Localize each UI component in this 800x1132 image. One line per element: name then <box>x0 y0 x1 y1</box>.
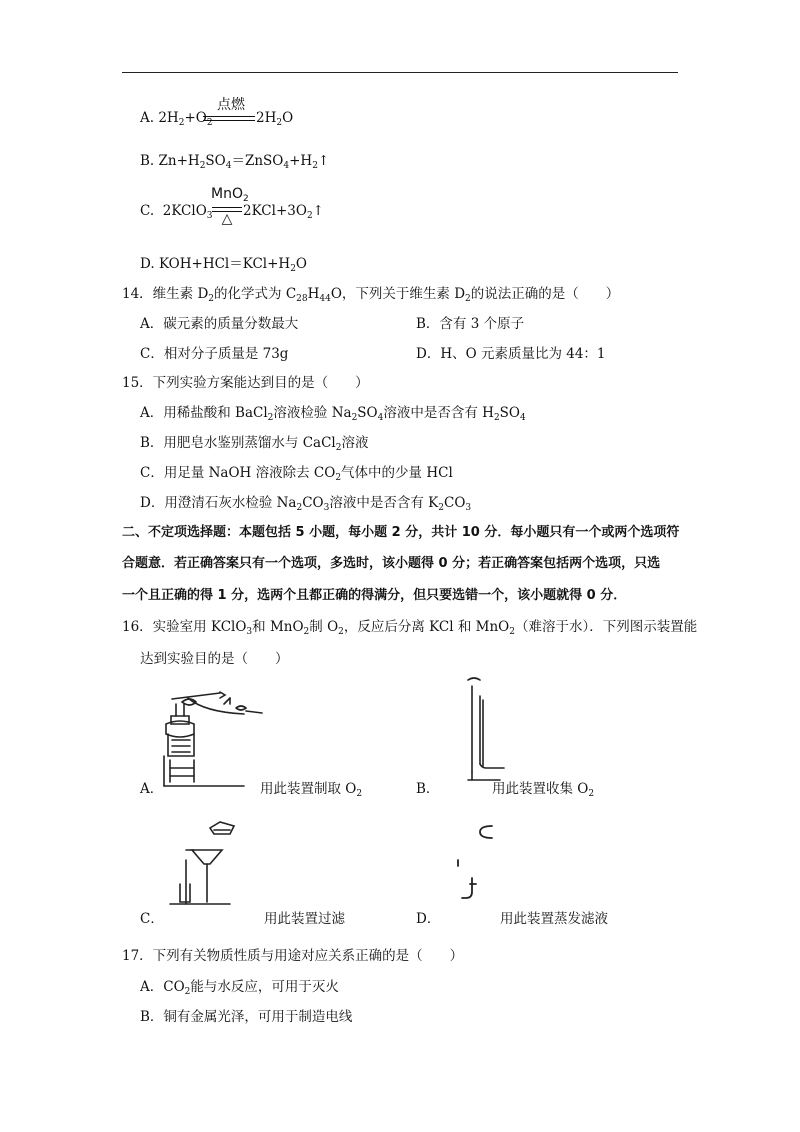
apparatus-c-image <box>160 820 250 908</box>
apparatus-d-image <box>448 818 508 908</box>
q14-option-b: B．含有 3 个原子 <box>416 316 525 332</box>
q17-option-b: B．铜有金属光泽，可用于制造电线 <box>140 1009 353 1025</box>
apparatus-a-image <box>158 690 270 790</box>
q16-stem-line1: 16．实验室用 KClO$_3$和 MnO$_2$制 $O_2$，反应后分离 KCl 和 MnO$_2$（难溶于水）．下列图示装置能 <box>122 619 698 637</box>
q14-option-d: D．H、O 元素质量比为 44：1 <box>416 346 606 362</box>
q13-option-b: B. $Zn+H_2SO_4=ZnSO_4+H_2↑$ <box>140 153 330 171</box>
q16-option-a-caption: 用此装置制取 $O_2$ <box>260 781 363 799</box>
q13-a-product: $2H_2O$ <box>256 110 294 128</box>
q16-option-b-label: B． <box>416 781 440 797</box>
q15-stem: 15．下列实验方案能达到目的是（ ） <box>122 375 369 391</box>
q16-option-d-caption: 用此装置蒸发滤液 <box>500 911 608 927</box>
q17-option-a: A．$CO_2$能与水反应，可用于灭火 <box>140 979 339 997</box>
q14-option-c: C．相对分子质量是 73g <box>140 346 289 362</box>
q14-option-a: A．碳元素的质量分数最大 <box>140 316 299 332</box>
section2-line3: 一个且正确的得 1 分，选两个且都正确的得满分，但只要选错一个，该小题就得 0 分． <box>122 588 627 603</box>
q14-stem: 14．维生素 $D_2$的化学式为 $C_{28}H_{44}O$，下列关于维生素 $D_2$的说法正确的是（ ） <box>122 286 620 304</box>
q15-option-b: B．用肥皂水鉴别蒸馏水与 CaCl$_2$溶液 <box>140 435 369 453</box>
q13-a-condition: 点燃 <box>217 97 245 113</box>
q13-c-heat: △ <box>221 211 233 227</box>
q15-option-d: D．用澄清石灰水检验 $Na_2CO_3$溶液中是否含有 $K_2CO_3$ <box>140 495 472 513</box>
apparatus-b-image <box>456 676 516 786</box>
q16-option-d-label: D． <box>416 911 441 927</box>
q16-option-c-caption: 用此装置过滤 <box>264 911 345 927</box>
q16-stem-line2: 达到实验目的是（ ） <box>140 651 289 667</box>
q13-option-d: D. $KOH+HCl=KCl+H_2O$ <box>140 256 307 274</box>
q15-option-c: C．用足量 NaOH 溶液除去 $CO_2$气体中的少量 HCl <box>140 465 453 483</box>
q13-c-catalyst: MnO$_2$ <box>211 186 249 204</box>
q13-a-equal-sign <box>203 116 255 121</box>
section2-line1: 二、不定项选择题：本题包括 5 小题，每小题 2 分，共计 10 分．每小题只有一个或两个选项符 <box>122 525 680 540</box>
q16-option-b-caption: 用此装置收集 $O_2$ <box>492 781 595 799</box>
header-rule <box>122 72 678 73</box>
q13-c-product: $2KCl+3O_2↑$ <box>243 203 324 221</box>
q13-option-a: A. $2H_2+O_2$ <box>140 110 213 128</box>
q16-option-a-label: A． <box>140 781 164 797</box>
q16-option-c-label: C． <box>140 911 164 927</box>
q13-option-c: C. 2KClO$_3$ <box>140 203 213 221</box>
q15-option-a: A．用稀盐酸和 BaCl$_2$溶液检验 $Na_2SO_4$溶液中是否含有 $H_2SO_4$ <box>140 405 526 423</box>
section2-line2: 合题意．若正确答案只有一个选项，多选时，该小题得 0 分；若正确答案包括两个选项，只选 <box>122 556 661 571</box>
q17-stem: 17．下列有关物质性质与用途对应关系正确的是（ ） <box>122 948 464 964</box>
